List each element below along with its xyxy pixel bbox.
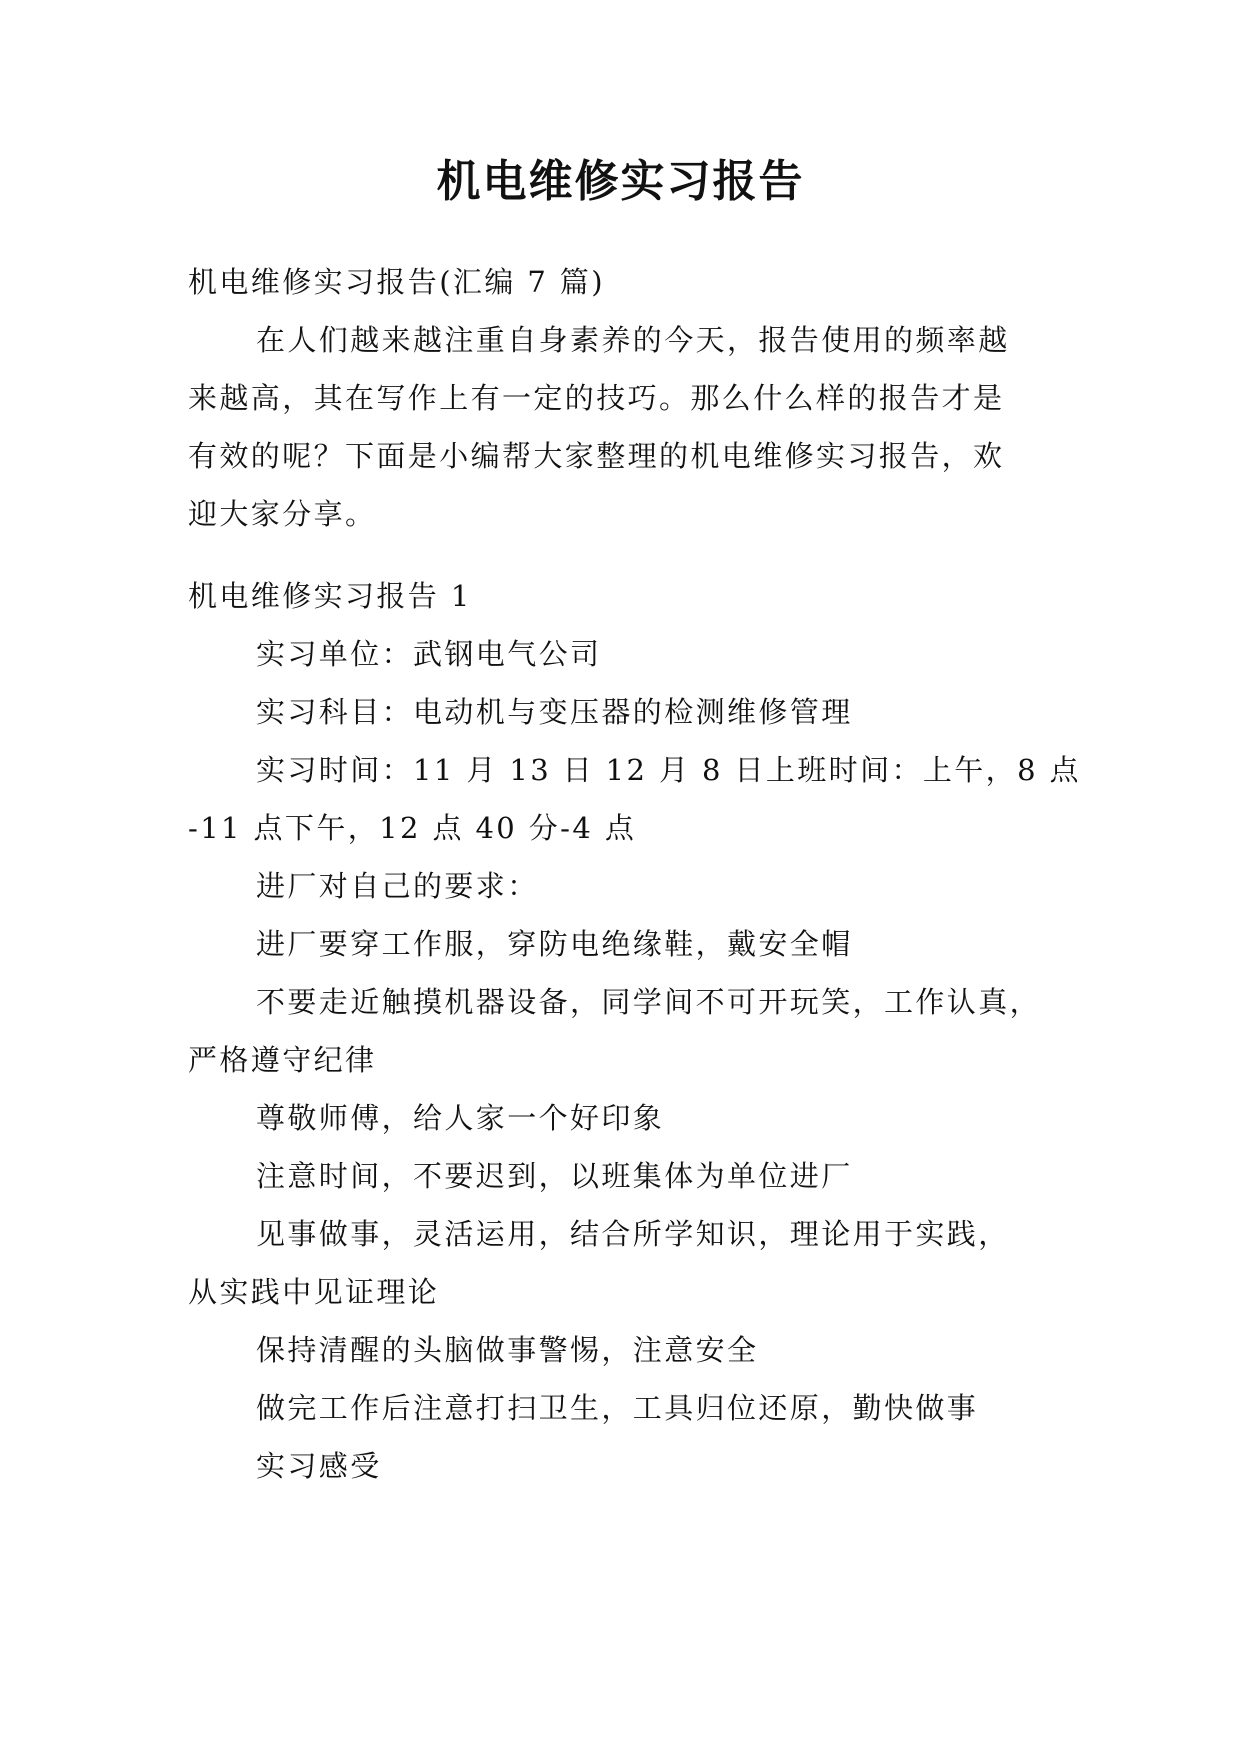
document-title: 机电维修实习报告 xyxy=(436,156,805,207)
intro-line: 迎大家分享。 xyxy=(188,497,377,531)
subtitle-block xyxy=(188,253,1053,311)
section-line: 见事做事，灵活运用，结合所学知识，理论用于实践， xyxy=(256,1217,1010,1251)
section-line: 做完工作后注意打扫卫生，工具归位还原，勤快做事 xyxy=(256,1391,979,1425)
intro-line: 来越高，其在写作上有一定的技巧。那么什么样的报告才是 xyxy=(188,381,1005,415)
intro-paragraph xyxy=(188,311,1053,543)
section-line: 保持清醒的头脑做事警惕，注意安全 xyxy=(256,1333,759,1367)
section-line: 进厂对自己的要求： xyxy=(256,869,539,903)
section-line: 进厂要穿工作服，穿防电绝缘鞋，戴安全帽 xyxy=(256,927,853,961)
intro-line: 在人们越来越注重自身素养的今天，报告使用的频率越 xyxy=(256,323,1010,357)
section-line: -11 点下午，12 点 40 分-4 点 xyxy=(188,811,637,845)
section-line: 实习时间：11 月 13 日 12 月 8 日上班时间：上午，8 点 xyxy=(256,753,1081,787)
section-line: 从实践中见证理论 xyxy=(188,1275,440,1309)
section-line: 尊敬师傅，给人家一个好印象 xyxy=(256,1101,665,1135)
section-line: 实习科目：电动机与变压器的检测维修管理 xyxy=(256,695,853,729)
section-line: 实习单位：武钢电气公司 xyxy=(256,637,602,671)
document-subtitle: 机电维修实习报告(汇编 7 篇) xyxy=(188,265,605,299)
section-line: 严格遵守纪律 xyxy=(188,1043,377,1077)
section-line: 实习感受 xyxy=(256,1449,382,1483)
intro-line: 有效的呢？下面是小编帮大家整理的机电维修实习报告，欢 xyxy=(188,439,1005,473)
section-block xyxy=(188,567,1081,1495)
section-heading: 机电维修实习报告 1 xyxy=(188,579,472,613)
section-line: 不要走近触摸机器设备，同学间不可开玩笑，工作认真， xyxy=(256,985,1042,1019)
section-line: 注意时间，不要迟到，以班集体为单位进厂 xyxy=(256,1159,853,1193)
